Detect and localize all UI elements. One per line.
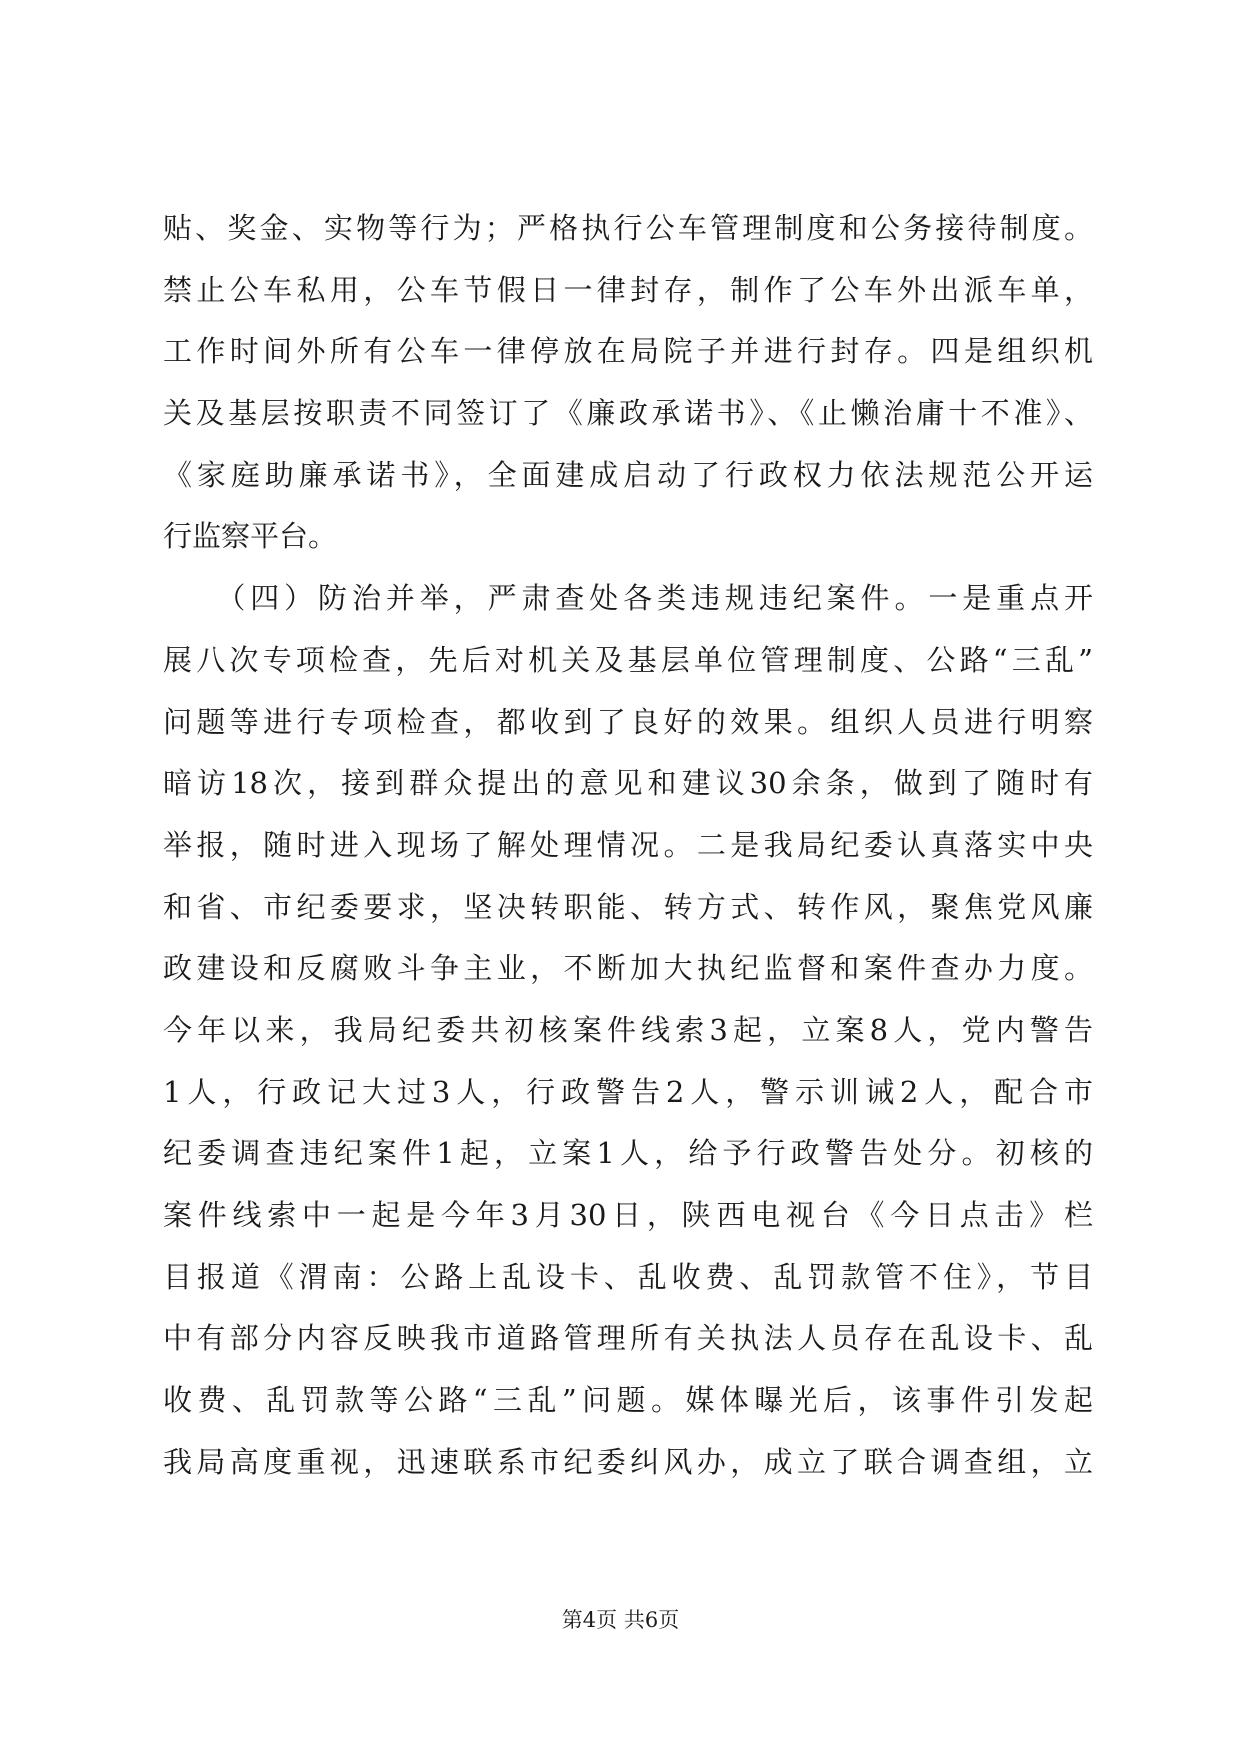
text-line: 纪委调查违纪案件1起，立案1人，给予行政警告处分。初核的 [163,1136,1093,1171]
text-line: 行监察平台。 [163,519,338,554]
text-line: 暗访18次，接到群众提出的意见和建议30余条，做到了随时有 [163,766,1093,801]
text-line: 1人，行政记大过3人，行政警告2人，警示训诫2人，配合市 [163,1074,1093,1109]
text-line: 和省、市纪委要求，坚决转职能、转方式、转作风，聚焦党风廉 [163,889,1093,924]
text-line: 中有部分内容反映我市道路管理所有关执法人员存在乱设卡、乱 [163,1321,1093,1356]
text-line: 收费、乱罚款等公路“三乱”问题。媒体曝光后，该事件引发起 [163,1383,1093,1418]
text-line: 案件线索中一起是今年3月30日，陕西电视台《今日点击》栏 [163,1198,1093,1232]
page-footer [0,1606,1241,1634]
text-line: 关及基层按职责不同签订了《廉政承诺书》、《止懒治庸十不准》、 [163,396,1093,431]
text-line: 我局高度重视，迅速联系市纪委纠风办，成立了联合调查组，立 [163,1444,1093,1479]
text-line: 问题等进行专项检查，都收到了良好的效果。组织人员进行明察 [163,704,1093,739]
text-line: （四）防治并举，严肃查处各类违规违纪案件。一是重点开 [163,581,1093,616]
text-line: 《家庭助廉承诺书》，全面建成启动了行政权力依法规范公开运 [163,457,1093,492]
text-line: 禁止公车私用，公车节假日一律封存，制作了公车外出派车单， [163,272,1093,307]
text-line: 目报道《渭南：公路上乱设卡、乱收费、乱罚款管不住》，节目 [163,1259,1093,1294]
text-line: 贴、奖金、实物等行为；严格执行公车管理制度和公务接待制度。 [163,211,1093,245]
page-number-label: 第4页 共6页 [561,1608,680,1632]
text-line: 今年以来，我局纪委共初核案件线索3起，立案8人，党内警告 [163,1012,1093,1047]
text-line: 工作时间外所有公车一律停放在局院子并进行封存。四是组织机 [163,334,1093,369]
text-line: 政建设和反腐败斗争主业，不断加大执纪监督和案件查办力度。 [163,951,1093,986]
text-line: 举报，随时进入现场了解处理情况。二是我局纪委认真落实中央 [163,827,1093,862]
text-line: 展八次专项检查，先后对机关及基层单位管理制度、公路“三乱” [163,642,1093,677]
body-text [163,198,1093,1493]
